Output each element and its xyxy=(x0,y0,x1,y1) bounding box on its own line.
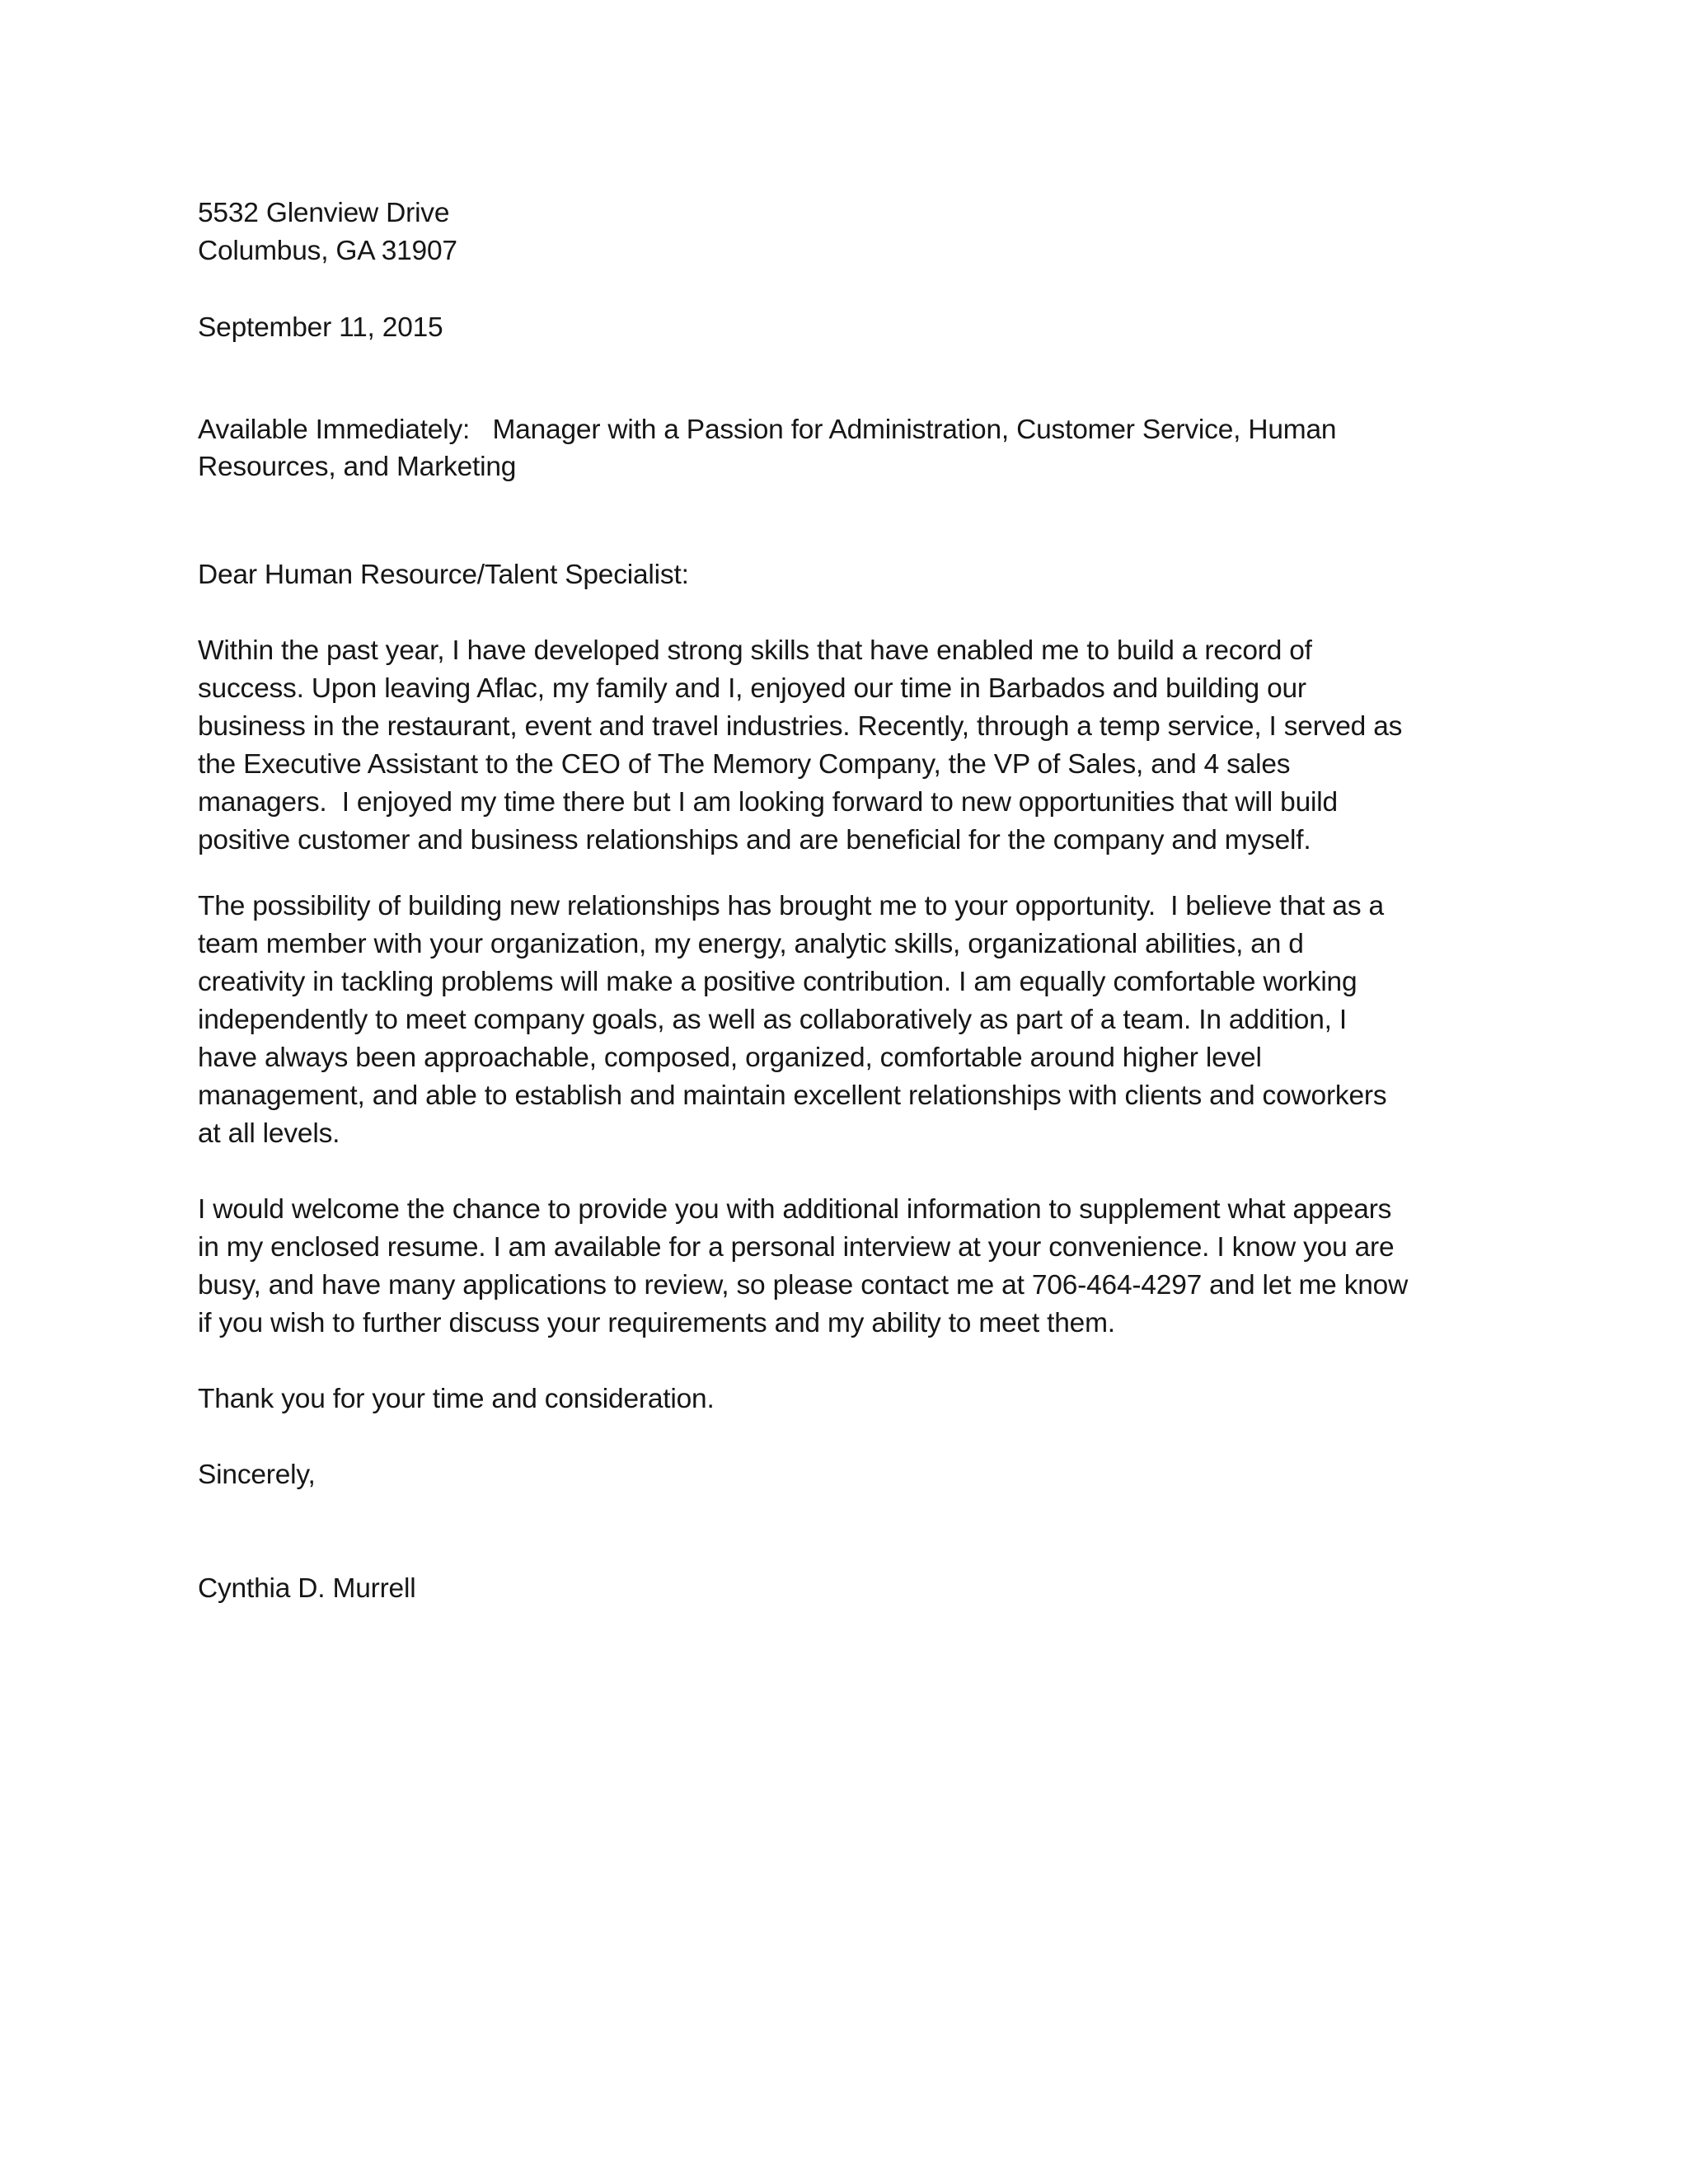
paragraph-2-line: management, and able to establish and maintain excellent relationships with clients and coworkers xyxy=(198,1080,1387,1111)
paragraph-2-line: team member with your organization, my energy, analytic skills, organizational abilities, an d xyxy=(198,929,1304,959)
paragraph-3-line: I would welcome the chance to provide you with additional information to supplement what appears xyxy=(198,1194,1392,1225)
paragraph-2-line: independently to meet company goals, as well as collaboratively as part of a team. In addition, I xyxy=(198,1005,1347,1035)
paragraph-1-line: the Executive Assistant to the CEO of The Memory Company, the VP of Sales, and 4 sales xyxy=(198,749,1291,780)
paragraph-1-line: success. Upon leaving Aflac, my family and I, enjoyed our time in Barbados and building our xyxy=(198,673,1306,704)
paragraph-3-line: busy, and have many applications to review, so please contact me at 706-464-4297 and let me know xyxy=(198,1270,1409,1301)
paragraph-3-line: in my enclosed resume. I am available for a personal interview at your convenience. I know you are xyxy=(198,1232,1395,1263)
paragraph-1-line: managers. I enjoyed my time there but I am looking forward to new opportunities that will build xyxy=(198,787,1338,818)
subject-line-2: Resources, and Marketing xyxy=(198,452,517,482)
sender-city-state-zip: Columbus, GA 31907 xyxy=(198,236,457,266)
paragraph-2-line: have always been approachable, composed, organized, comfortable around higher level xyxy=(198,1043,1262,1073)
signature-name: Cynthia D. Murrell xyxy=(198,1573,416,1604)
sender-street: 5532 Glenview Drive xyxy=(198,198,450,228)
paragraph-1-line: business in the restaurant, event and travel industries. Recently, through a temp service, I served as xyxy=(198,711,1403,742)
paragraph-1-line: Within the past year, I have developed strong skills that have enabled me to build a record of xyxy=(198,635,1312,666)
paragraph-3-line: if you wish to further discuss your requirements and my ability to meet them. xyxy=(198,1308,1115,1338)
paragraph-2-line: creativity in tackling problems will make a positive contribution. I am equally comfortable working xyxy=(198,967,1357,997)
letter-date: September 11, 2015 xyxy=(198,312,443,343)
salutation: Dear Human Resource/Talent Specialist: xyxy=(198,560,689,590)
paragraph-2-line: The possibility of building new relationships has brought me to your opportunity. I believe that as a xyxy=(198,891,1384,921)
closing: Sincerely, xyxy=(198,1460,316,1490)
paragraph-1-line: positive customer and business relationships and are beneficial for the company and myself. xyxy=(198,825,1311,855)
subject-line-1: Available Immediately: Manager with a Passion for Administration, Customer Service, Human xyxy=(198,415,1337,445)
thanks-line: Thank you for your time and consideration. xyxy=(198,1384,715,1414)
paragraph-2-line: at all levels. xyxy=(198,1118,340,1149)
